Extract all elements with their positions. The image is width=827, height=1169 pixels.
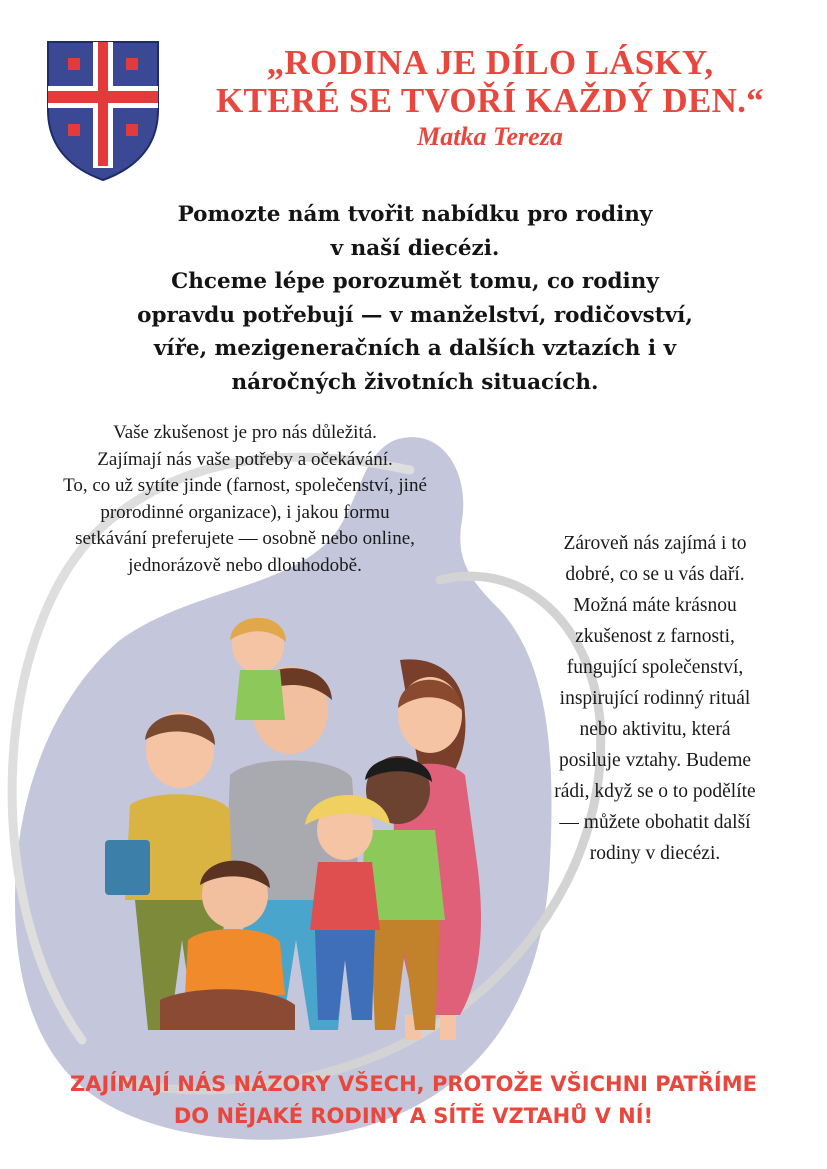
right-line: — můžete obohatit další xyxy=(559,812,751,833)
footer-statement xyxy=(0,1068,827,1132)
family-group-illustration xyxy=(100,600,510,1045)
left-line: jednorázově nebo dlouhodobě. xyxy=(128,554,362,576)
right-line: nebo aktivitu, která xyxy=(579,719,731,740)
right-line: Zároveň nás zajímá i to xyxy=(563,533,747,554)
quote-author: Matka Tereza xyxy=(417,122,563,151)
left-line: prorodinné organizace), i jakou formu xyxy=(100,501,390,523)
intro-line: Chceme lépe porozumět tomu, co rodiny xyxy=(171,269,659,294)
right-line: rodiny v diecézi. xyxy=(589,843,721,864)
right-line: inspirující rodinný rituál xyxy=(559,688,751,709)
left-line: To, co už sytíte jinde (farnost, společenství, jiné xyxy=(63,475,427,496)
left-line: Zajímají nás vaše potřeby a očekávání. xyxy=(97,448,393,470)
intro-line: v naší diecézi. xyxy=(330,235,500,261)
right-line: zkušenost z farnosti, xyxy=(575,626,735,647)
intro-paragraph xyxy=(95,198,735,399)
right-line: Možná máte krásnou xyxy=(573,595,737,616)
quote-line-2: KTERÉ SE TVOŘÍ KAŽDÝ DEN.“ xyxy=(215,81,765,120)
intro-line: opravdu potřebují — v manželství, rodičovství, xyxy=(137,302,693,328)
footer-line-2: DO NĚJAKÉ RODINY A SÍTĚ VZTAHŮ V NÍ! xyxy=(173,1104,654,1128)
quote-line-1: „RODINA JE DÍLO LÁSKY, xyxy=(266,43,714,82)
footer-line-1: ZAJÍMAJÍ NÁS NÁZORY VŠECH, PROTOŽE VŠICHNI PATŘÍME xyxy=(70,1072,757,1096)
intro-line: Pomozte nám tvořit nabídku pro rodiny xyxy=(177,202,653,227)
diocese-coat-of-arms-icon xyxy=(46,40,160,182)
right-line: dobré, co se u vás daří. xyxy=(565,564,745,585)
intro-line: náročných životních situacích. xyxy=(231,369,599,395)
left-line: setkávání preferujete — osobně nebo online, xyxy=(75,528,415,549)
left-line: Vaše zkušenost je pro nás důležitá. xyxy=(113,422,377,443)
right-line: fungující společenství, xyxy=(566,657,744,678)
right-paragraph xyxy=(510,528,800,869)
left-paragraph xyxy=(10,420,480,579)
header-quote xyxy=(175,44,805,152)
intro-line: víře, mezigeneračních a dalších vztazích i v xyxy=(153,336,677,361)
right-line: rádi, když se o to podělíte xyxy=(554,781,756,802)
right-line: posiluje vztahy. Budeme xyxy=(558,750,752,771)
